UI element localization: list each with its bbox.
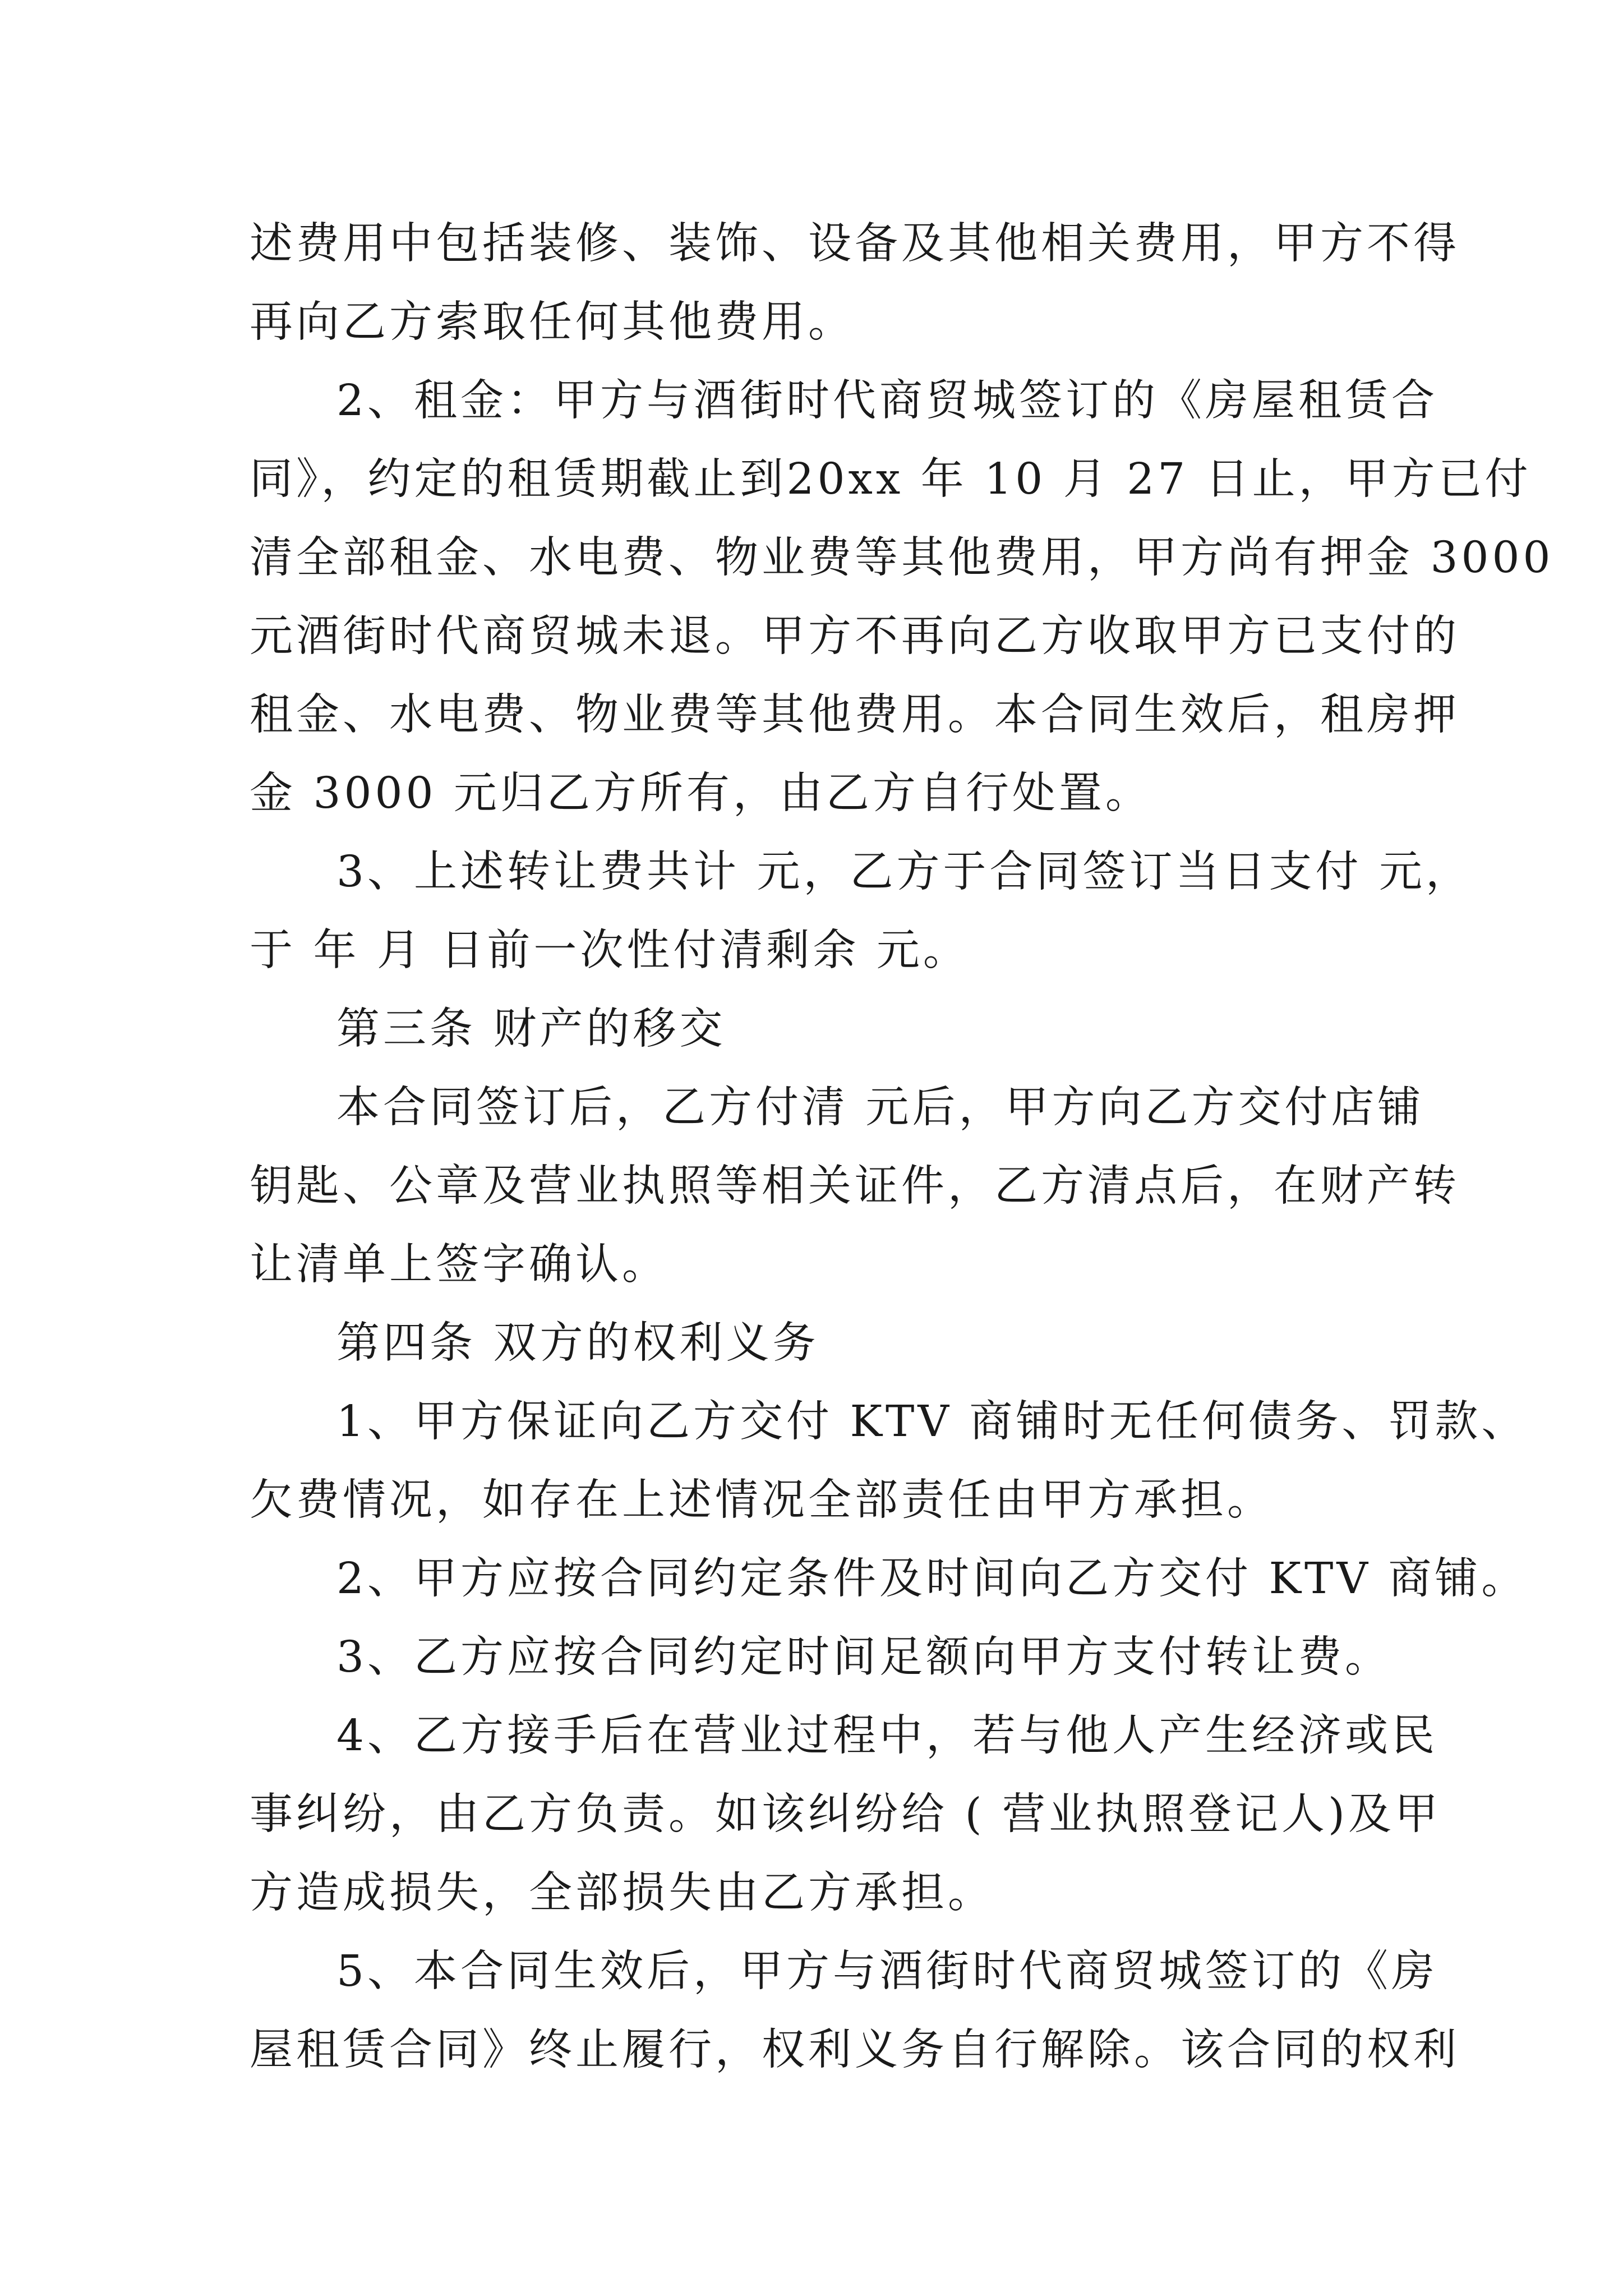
paragraph-line: 租金、水电费、物业费等其他费用。本合同生效后，租房押 <box>250 690 1460 740</box>
section-heading: 第四条 双方的权利义务 <box>336 1318 819 1368</box>
paragraph-line: 让清单上签字确认。 <box>250 1240 668 1290</box>
paragraph-line: 钥匙、公章及营业执照等相关证件，乙方清点后，在财产转 <box>250 1161 1460 1211</box>
paragraph-line: 本合同签订后，乙方付清 元后，甲方向乙方交付店铺 <box>336 1083 1424 1133</box>
section-heading: 第三条 财产的移交 <box>336 1004 726 1054</box>
paragraph-line: 3、上述转让费共计 元，乙方于合同签订当日支付 元， <box>336 847 1472 897</box>
paragraph-line: 述费用中包括装修、装饰、设备及其他相关费用，甲方不得 <box>250 219 1460 269</box>
paragraph-line: 2、甲方应按合同约定条件及时间向乙方交付 KTV 商铺。 <box>336 1554 1528 1604</box>
paragraph-line: 1、甲方保证向乙方交付 KTV 商铺时无任何债务、罚款、 <box>336 1397 1528 1447</box>
paragraph-line: 事纠纷，由乙方负责。如该纠纷给 ( 营业执照登记人)及甲 <box>250 1789 1442 1839</box>
paragraph-line: 方造成损失，全部损失由乙方承担。 <box>250 1868 994 1918</box>
paragraph-line: 元酒街时代商贸城未退。甲方不再向乙方收取甲方已支付的 <box>250 611 1460 661</box>
paragraph-line: 4、乙方接手后在营业过程中，若与他人产生经济或民 <box>336 1711 1438 1761</box>
paragraph-line: 同》，约定的租赁期截止到20xx 年 10 月 27 日止，甲方已付 <box>250 454 1532 504</box>
paragraph-line: 金 3000 元归乙方所有，由乙方自行处置。 <box>250 769 1152 818</box>
paragraph-line: 欠费情况，如存在上述情况全部责任由甲方承担。 <box>250 1475 1274 1525</box>
paragraph-line: 再向乙方索取任何其他费用。 <box>250 297 855 347</box>
paragraph-line: 2、租金：甲方与酒街时代商贸城签订的《房屋租赁合 <box>336 376 1438 426</box>
paragraph-line: 5、本合同生效后，甲方与酒街时代商贸城签订的《房 <box>336 1947 1438 1996</box>
paragraph-line: 于 年 月 日前一次性付清剩余 元。 <box>250 926 970 976</box>
paragraph-line: 3、乙方应按合同约定时间足额向甲方支付转让费。 <box>336 1632 1391 1682</box>
paragraph-line: 清全部租金、水电费、物业费等其他费用，甲方尚有押金 3000 <box>250 533 1554 583</box>
paragraph-line: 屋租赁合同》终止履行，权利义务自行解除。该合同的权利 <box>250 2025 1460 2075</box>
